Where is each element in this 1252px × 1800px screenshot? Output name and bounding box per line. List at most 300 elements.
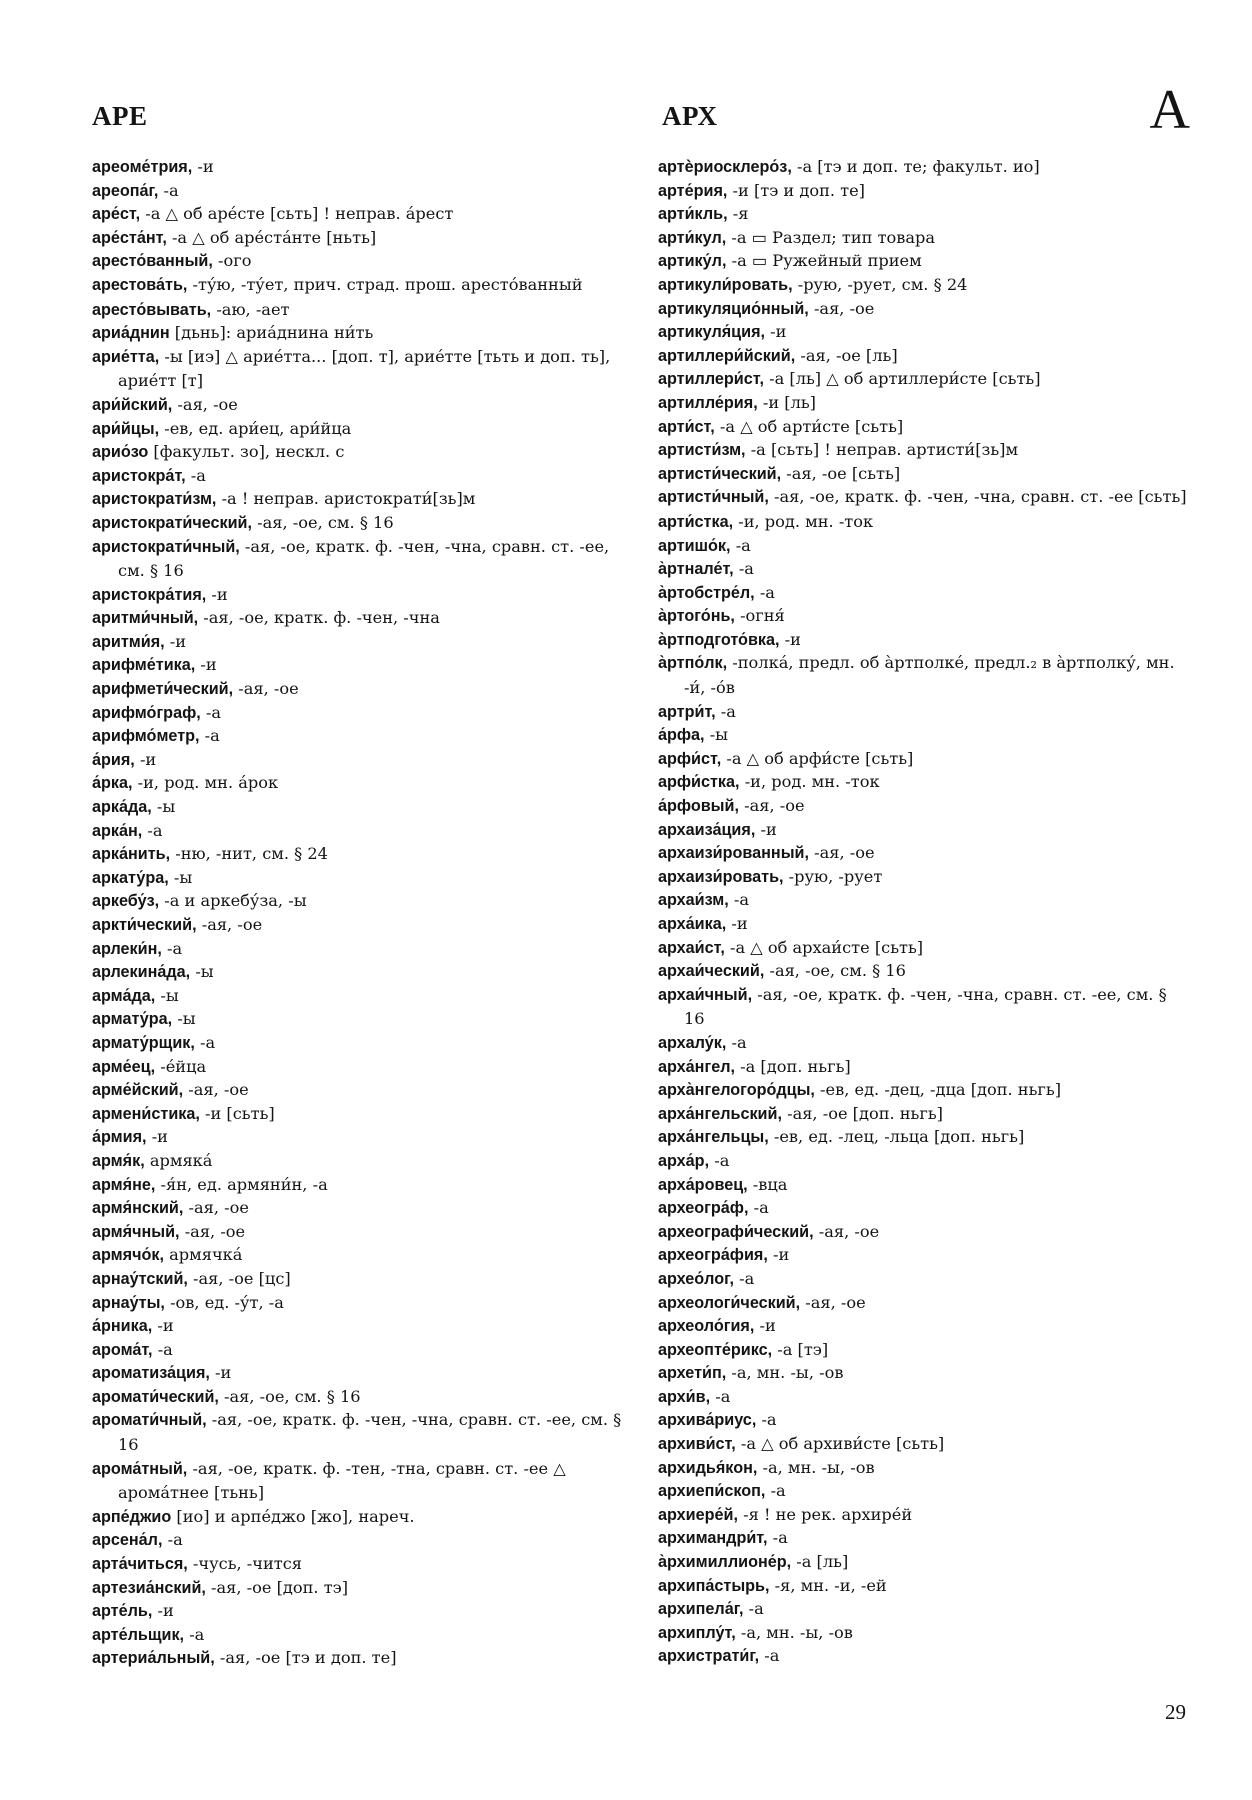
entry-headword: архаи́зм, [658,891,729,910]
entry-grammar: -а [доп. ньгь] [735,1056,851,1076]
entry-grammar: -и [754,1316,776,1336]
entry-headword: аркебу́з, [92,892,160,911]
dictionary-entry [92,1055,622,1079]
dictionary-entry [658,888,1188,912]
entry-headword: аритми́я, [92,632,165,651]
dictionary-entry [92,819,622,843]
dictionary-entry [658,415,1188,439]
dictionary-entry [92,249,622,273]
entry-headword: арте́ль, [92,1602,153,1621]
entry-grammar: -и [сьть] [199,1103,275,1123]
entry-headword: армени́стика, [92,1104,200,1123]
entry-headword: артисти́зм, [658,441,746,460]
entry-headword: арти́кул, [658,228,727,247]
entry-headword: арте́льщик, [92,1625,185,1644]
dictionary-entry [658,628,1188,652]
dictionary-entry [658,1621,1188,1645]
dictionary-entry [658,1220,1188,1244]
entry-grammar: -а [743,1599,764,1619]
entry-grammar: -ая, -ое, кратк. ф. -чен, -чна, сравн. ст. -ее [сьть] [768,487,1187,507]
entry-grammar: -а [162,1530,183,1550]
entry-grammar: -ая, -ое, кратк. ф. -чен, -чна, сравн. ст. -ее, см. § 16 [118,1410,622,1455]
entry-headword: арпе́джио [92,1507,172,1526]
entry-grammar: -ая, -ое, кратк. ф. -чен, -чна, сравн. ст. -ее, см. § 16 [118,536,610,581]
entry-grammar: -ая, -ое [доп. тэ] [205,1577,349,1597]
entry-headword: ари́йцы, [92,419,160,438]
entry-grammar: -и [209,1363,232,1383]
entry-headword: археографи́ческий, [658,1222,814,1241]
entry-grammar: -и [767,1245,790,1265]
entry-grammar: -и [152,1601,174,1621]
entry-headword: аромати́ческий, [92,1387,219,1406]
dictionary-entry [92,889,622,913]
entry-headword: архаизи́ровать, [658,867,784,886]
entry-grammar: -а [733,559,754,579]
entry-headword: архаи́ст, [658,938,725,957]
entry-grammar: -и [ль] [757,392,816,412]
entry-grammar: армяка́ [144,1150,213,1170]
entry-headword: архаи́ческий, [658,962,765,981]
dictionary-entry [658,1526,1188,1550]
entry-grammar: -а [тэ] [772,1339,829,1359]
entry-headword: архаизи́рованный, [658,844,809,863]
entry-grammar: -я, мн. -и, -ей [769,1575,887,1595]
entry-headword: арха́нгельский, [658,1104,782,1123]
entry-grammar: -а [754,582,775,602]
dictionary-entry [92,1078,622,1102]
entry-headword: арлеки́н, [92,939,162,958]
entry-headword: арифмети́ческий, [92,680,234,699]
entry-headword: артилле́рия, [658,393,758,412]
entry-headword: арифме́тика, [92,656,196,675]
dictionary-entry [658,226,1188,250]
dictionary-entry [658,155,1188,179]
entry-headword: арха̀нгелогоро́дцы, [658,1081,815,1100]
entry-headword: архиви́ст, [658,1435,736,1454]
entry-grammar: -и [195,655,217,675]
dictionary-entry [658,1102,1188,1126]
running-head-right: АРХ [662,101,718,131]
entry-grammar: -и [164,631,187,651]
dictionary-entry [92,1338,622,1362]
entry-grammar: -ая, -ое [183,1080,249,1100]
dictionary-entry [658,1031,1188,1055]
dictionary-entry [658,581,1188,605]
entry-headword: аристокра́тия, [92,585,207,604]
entry-grammar: -ев, ед. -лец, -льца [доп. ньгь] [768,1127,1025,1147]
dictionary-entry [658,1408,1188,1432]
entry-headword: аристократи́зм, [92,490,217,509]
dictionary-entry [92,155,622,179]
entry-grammar: -ая, -ое [ль] [795,345,898,365]
dictionary-entry [658,1479,1188,1503]
entry-headword: ареопа́г, [92,181,159,200]
dictionary-entry [92,1623,622,1647]
dictionary-entry [92,1243,622,1267]
entry-headword: арсена́л, [92,1531,163,1550]
entry-grammar: -а [710,1386,731,1406]
dictionary-entry [92,1408,622,1456]
entry-headword: арха́ика, [658,915,727,933]
entry-headword: архимандри́т, [658,1529,768,1548]
dictionary-entry [92,1385,622,1409]
dictionary-entry [92,842,622,866]
entry-headword: архаиза́ция, [658,820,756,839]
entry-grammar: -а [194,1032,216,1052]
entry-headword: артишо́к, [658,536,731,555]
entry-headword: ариа́днин [92,324,170,343]
entry-headword: а́рия, [92,750,135,769]
dictionary-entry [92,960,622,984]
dictionary-entry [658,367,1188,391]
entry-headword: а́рфа, [658,726,705,745]
entry-grammar: -ая, -ое [233,679,299,699]
entry-headword: арифмо́граф, [92,703,201,722]
dictionary-column-left [92,155,622,1670]
entry-grammar: -и [146,1127,168,1147]
dictionary-entry [658,1173,1188,1197]
entry-headword: архалу́к, [658,1033,727,1052]
dictionary-entry [658,1644,1188,1668]
entry-headword: арти́ст, [658,417,715,436]
entry-headword: археоло́гия, [658,1317,755,1336]
entry-grammar: -а △ об аре́сте [сьть] ! неправ. а́рест [140,204,454,224]
entry-headword: арка́нить, [92,845,171,864]
entry-headword: арти́стка, [658,512,734,531]
dictionary-entry [92,464,622,488]
entry-grammar: -и [765,322,787,342]
dictionary-entry [92,1552,622,1576]
dictionary-entry [658,983,1188,1031]
dictionary-entry [658,1338,1188,1362]
entry-grammar: -ая, -ое [доп. ньгь] [781,1103,943,1123]
entry-grammar: -а [142,820,163,840]
entry-headword: аристократи́чный, [92,537,240,556]
entry-grammar: -ев, ед. ари́ец, ари́йца [159,418,352,438]
entry-grammar: -ая, -ое [738,796,805,816]
entry-grammar: -ы [151,797,176,817]
dictionary-entry [92,393,622,417]
dictionary-column-right [658,155,1188,1668]
dictionary-entry [658,557,1188,581]
entry-headword: ароматиза́ция, [92,1364,210,1383]
entry-headword: аристокра́т, [92,466,186,485]
entry-headword: аресто́ванный, [92,252,213,271]
dictionary-entry [92,535,622,583]
dictionary-entry [92,1505,622,1529]
entry-grammar: -ая, -ое [808,843,875,863]
entry-grammar: -а ! неправ. аристократи́[зь]м [216,489,476,509]
entry-headword: артикуляцио́нный, [658,299,809,318]
dictionary-entry [658,936,1188,960]
dictionary-entry [658,510,1188,534]
entry-headword: аре́ста́нт, [92,228,167,247]
dictionary-entry [92,583,622,607]
entry-headword: арте́рия, [658,181,728,200]
dictionary-entry [658,1125,1188,1149]
entry-headword: археологи́ческий, [658,1293,801,1312]
entry-grammar: -рую, -рует, см. § 24 [792,274,968,294]
entry-grammar: -и [779,629,801,649]
entry-grammar: -ы [168,867,193,887]
entry-grammar: -е́йца [155,1056,207,1076]
entry-grammar: -я́н, ед. армяни́н, -а [155,1174,328,1194]
entry-headword: арка́н, [92,821,143,840]
entry-grammar: -ая, -ое [цс] [187,1268,291,1288]
entry-grammar: -полка́, предл. об а̀ртполке́, предл.₂ в а̀ртполку́, мн. -и́, -о́в [684,653,1175,698]
dictionary-entry [92,748,622,772]
dictionary-entry [658,391,1188,415]
entry-grammar: -и, род. мн. а́рок [132,773,279,793]
entry-headword: археопте́рикс, [658,1340,773,1359]
entry-grammar: -ов, ед. -у́т, -а [164,1292,284,1312]
dictionary-entry [658,320,1188,344]
entry-headword: архи́в, [658,1387,711,1406]
entry-grammar: -ы [190,962,214,982]
dictionary-entry [658,818,1188,842]
entry-headword: аромати́чный, [92,1411,207,1430]
dictionary-entry [92,1457,622,1505]
entry-grammar: -а [200,702,222,722]
dictionary-entry [658,1196,1188,1220]
entry-grammar: -ы [иэ] △ арие́тта... [доп. т], арие́тте [тьть и доп. ть], арие́тт [т] [118,346,611,391]
entry-grammar: -ая, -ое, кратк. ф. -тен, -тна, сравн. ст. -ее △ арома́тнее [тьнь] [118,1458,566,1503]
dictionary-entry [92,795,622,819]
entry-grammar: -а [759,1646,780,1666]
entry-headword: архива́риус, [658,1411,757,1430]
dictionary-entry [658,1267,1188,1291]
entry-headword: архистрати́г, [658,1647,760,1666]
entry-headword: арта́читься, [92,1555,188,1574]
entry-grammar: -а [ль] △ об артиллери́сте [сьть] [763,369,1041,389]
entry-grammar: -ая, -ое [196,915,263,934]
entry-grammar: [дьнь]: ариа́днина ни́ть [169,323,374,343]
entry-headword: аресто́вывать, [92,300,212,319]
entry-headword: арио́зо [92,443,149,462]
page-number: 29 [1165,1700,1186,1724]
entry-headword: арка́да, [92,798,152,817]
entry-headword: армя́к, [92,1151,145,1170]
entry-headword: ареоме́трия, [92,158,193,176]
entry-grammar: -а [730,535,751,555]
dictionary-entry [658,651,1188,699]
entry-headword: архипа́стырь, [658,1576,770,1595]
entry-headword: а̀ртобстре́л, [658,583,755,602]
entry-grammar: -и [152,1316,174,1336]
dictionary-entry [92,226,622,250]
entry-headword: артикули́ровать, [658,275,793,294]
entry-headword: артѐриосклеро́з, [658,158,792,176]
dictionary-entry [92,440,622,464]
entry-headword: артезиа́нский, [92,1578,206,1597]
entry-headword: артисти́чный, [658,488,769,507]
dictionary-entry [658,202,1188,226]
dictionary-entry [92,487,622,511]
entry-headword: артиллери́ст, [658,370,764,389]
entry-headword: арха́р, [658,1151,710,1170]
entry-headword: армя́не, [92,1175,156,1194]
entry-grammar: -а [748,1198,769,1218]
dictionary-entry [658,770,1188,794]
entry-grammar: -ая, -ое, кратк. ф. -чен, -чна [198,608,440,628]
entry-grammar: -и [206,584,228,604]
entry-headword: артикуля́ция, [658,323,766,342]
running-head-left: АРЕ [92,101,148,131]
entry-headword: аритми́чный, [92,609,199,628]
entry-headword: архиплу́т, [658,1623,736,1642]
dictionary-entry [92,1599,622,1623]
entry-grammar: -а [сьть] ! неправ. артисти́[зь]м [745,440,1019,460]
dictionary-entry [92,298,622,322]
entry-grammar: -ев, ед. -дец, -дца [доп. ньгь] [814,1080,1062,1100]
dictionary-entry [92,1646,622,1670]
entry-headword: арти́кль, [658,205,728,224]
dictionary-entry [92,1267,622,1291]
entry-headword: арлекина́да, [92,963,191,982]
entry-grammar: -ая, -ое [172,394,238,414]
dictionary-entry [658,912,1188,936]
entry-headword: а̀рхимиллионе́р, [658,1553,792,1572]
dictionary-entry [92,937,622,961]
dictionary-entry [658,1149,1188,1173]
dictionary-entry [658,1361,1188,1385]
dictionary-entry [92,724,622,748]
entry-grammar: -ню, -нит, см. § 24 [170,844,328,864]
entry-grammar: -чусь, -чится [187,1554,302,1574]
entry-grammar: -а △ об арфи́сте [сьть] [721,748,914,768]
dictionary-entry [92,1102,622,1126]
entry-headword: арома́т, [92,1340,153,1359]
entry-grammar: -и [тэ и доп. те] [727,180,866,200]
entry-grammar: -ы [704,725,729,745]
entry-grammar: -и, род. мн. -ток [739,772,880,792]
dictionary-entry [658,1597,1188,1621]
dictionary-entry [658,604,1188,628]
entry-headword: артисти́ческий, [658,464,782,483]
dictionary-entry [658,700,1188,724]
dictionary-entry [92,1173,622,1197]
entry-grammar: -ая, -ое, см. § 16 [252,512,394,532]
dictionary-entry [92,1031,622,1055]
entry-grammar: -ая, -ое, кратк. ф. -чен, -чна, сравн. ст. -ее, см. § 16 [684,984,1167,1029]
dictionary-entry [658,344,1188,368]
entry-grammar: -а [184,1624,205,1644]
entry-grammar: -вца [747,1174,788,1194]
entry-grammar: -ая, -ое [183,1198,249,1218]
entry-headword: армату́рщик, [92,1033,195,1052]
dictionary-entry [92,913,622,937]
entry-grammar: -ая, -ое [813,1221,880,1241]
dictionary-entry [658,297,1188,321]
dictionary-entry [658,841,1188,865]
dictionary-entry [658,865,1188,889]
entry-headword: а́рника, [92,1317,153,1336]
entry-grammar: -и [134,749,157,769]
dictionary-entry [658,1243,1188,1267]
dictionary-entry [658,794,1188,818]
entry-grammar: -ая, -ое [179,1221,246,1241]
entry-grammar: -а [158,180,179,200]
entry-grammar: -а [765,1481,786,1501]
dictionary-entry [92,1196,622,1220]
entry-headword: арома́тный, [92,1459,188,1478]
dictionary-entry [92,321,622,345]
entry-headword: арфи́ст, [658,749,722,768]
entry-headword: армату́ра, [92,1010,173,1029]
entry-grammar: армячка́ [163,1245,243,1265]
dictionary-entry [92,771,622,795]
entry-headword: а̀ртпо́лк, [658,654,728,673]
entry-grammar: -а, мн. -ы, -ов [726,1363,844,1383]
dictionary-entry [658,1432,1188,1456]
dictionary-entry [92,179,622,203]
dictionary-entry [92,1291,622,1315]
dictionary-entry [92,1149,622,1173]
entry-headword: архипела́г, [658,1600,744,1619]
dictionary-entry [658,249,1188,273]
dictionary-entry [658,1456,1188,1480]
entry-headword: армячо́к, [92,1246,164,1265]
entry-grammar: -а [ль] [791,1552,849,1572]
entry-grammar: -а [767,1528,788,1548]
entry-grammar: -а [709,1150,730,1170]
entry-headword: арме́ец, [92,1057,156,1076]
dictionary-entry [658,1314,1188,1338]
entry-headword: архидья́кон, [658,1458,758,1477]
entry-headword: арха́нгельцы, [658,1128,769,1147]
dictionary-entry [92,345,622,393]
entry-grammar: -ая, -ое [800,1292,866,1312]
entry-grammar: -ого [212,251,252,271]
dictionary-entry [658,273,1188,297]
dictionary-entry [92,653,622,677]
entry-headword: а̀ртнале́т, [658,560,734,579]
dictionary-entry [658,179,1188,203]
dictionary-entry [92,1125,622,1149]
entry-grammar: -а, мн. -ы, -ов [735,1622,853,1642]
entry-grammar: [ио] и арпе́джо [жо], нареч. [171,1506,415,1526]
entry-headword: армя́нский, [92,1199,184,1218]
dictionary-entry [92,1528,622,1552]
dictionary-entry [658,1503,1188,1527]
dictionary-entry [92,606,622,630]
dictionary-entry [658,485,1188,510]
entry-grammar: -я ! не рек. архире́й [737,1504,913,1524]
section-letter: А [1149,79,1190,141]
entry-headword: архаи́чный, [658,985,753,1004]
dictionary-entry [658,723,1188,747]
entry-grammar: -а △ об архаи́сте [сьть] [724,937,924,957]
entry-grammar: -и [192,157,214,176]
entry-headword: археогра́ф, [658,1199,749,1218]
dictionary-entry [92,677,622,701]
entry-grammar: -а [тэ и доп. те; факульт. ио] [791,157,1040,176]
dictionary-entry [92,1576,622,1600]
entry-grammar: -ая, -ое, см. § 16 [764,961,906,981]
entry-headword: арестова́ть, [92,275,188,294]
entry-grammar: -а ▭ Раздел; тип товара [726,227,936,247]
entry-headword: а́рфовый, [658,797,739,816]
entry-grammar: -огня́ [734,606,785,626]
dictionary-entry [92,511,622,535]
entry-headword: арифмо́метр, [92,727,200,746]
dictionary-entry [658,462,1188,486]
entry-headword: арнау́ты, [92,1293,165,1312]
entry-grammar: -а, мн. -ы, -ов [757,1457,875,1477]
entry-headword: арие́тта, [92,347,160,366]
entry-grammar: -а △ об аре́ста́нте [ньть] [166,227,377,247]
entry-headword: армя́чный, [92,1222,180,1241]
